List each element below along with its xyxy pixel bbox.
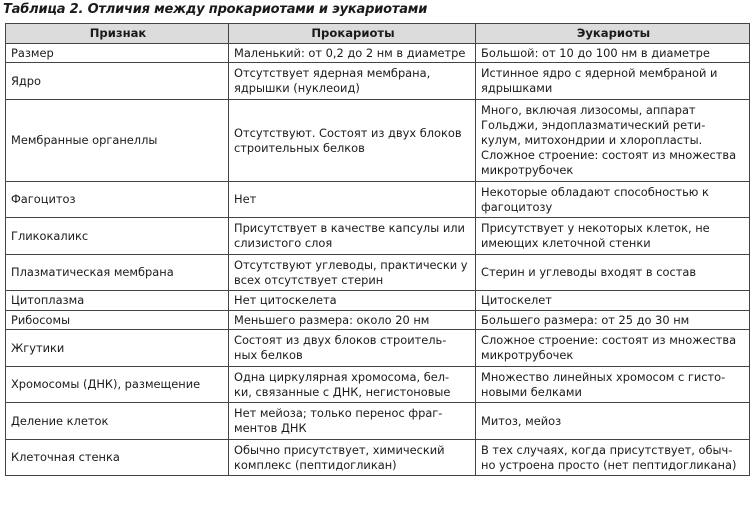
eukaryote-cell: Большего размера: от 25 до 30 нм <box>476 311 750 330</box>
eukaryote-cell: Множество линейных хромосом с гисто- новыми белками <box>476 367 750 403</box>
feature-cell: Цитоплазма <box>6 291 229 311</box>
eukaryote-cell: Много, включая лизосомы, аппарат Гольджи, эндоплазматический рети- кулум, митохондрии и хлоропласты. Сложное строение: состоят из множества микротрубочек <box>476 100 750 182</box>
table-row <box>6 440 750 476</box>
eukaryote-cell: Большой: от 10 до 100 нм в диаметре <box>476 44 750 63</box>
table-caption: Таблица 2. Отличия между прокариотами и эукариотами <box>3 2 428 17</box>
table-row <box>6 311 750 330</box>
eukaryote-cell: Сложное строение: состоят из множества микротрубочек <box>476 330 750 367</box>
eukaryote-cell: Цитоскелет <box>476 291 750 311</box>
prokaryote-cell: Обычно присутствует, химический комплекс (пептидогликан) <box>229 440 476 476</box>
table-row <box>6 330 750 367</box>
prokaryote-cell: Одна циркулярная хромосома, бел- ки, связанные с ДНК, негистоновые <box>229 367 476 403</box>
prokaryote-cell: Отсутствуют углеводы, практически у всех отсутствует стерин <box>229 255 476 291</box>
prokaryote-cell: Нет цитоскелета <box>229 291 476 311</box>
feature-cell: Деление клеток <box>6 403 229 440</box>
table-row <box>6 218 750 255</box>
table-row <box>6 44 750 63</box>
feature-cell: Мембранные органеллы <box>6 100 229 182</box>
feature-cell: Клеточная стенка <box>6 440 229 476</box>
prokaryote-cell: Маленький: от 0,2 до 2 нм в диаметре <box>229 44 476 63</box>
table-row <box>6 182 750 218</box>
prokaryote-cell: Отсутствует ядерная мембрана, ядрышки (нуклеоид) <box>229 63 476 100</box>
header-prokaryotes: Прокариоты <box>229 24 476 44</box>
feature-cell: Размер <box>6 44 229 63</box>
prokaryote-cell: Меньшего размера: около 20 нм <box>229 311 476 330</box>
table-row <box>6 255 750 291</box>
eukaryote-cell: Стерин и углеводы входят в состав <box>476 255 750 291</box>
eukaryote-cell: Истинное ядро с ядерной мембраной и ядрышками <box>476 63 750 100</box>
table-row <box>6 291 750 311</box>
feature-cell: Рибосомы <box>6 311 229 330</box>
prokaryote-cell: Отсутствуют. Состоят из двух блоков строительных белков <box>229 100 476 182</box>
comparison-table <box>5 23 750 476</box>
feature-cell: Хромосомы (ДНК), размещение <box>6 367 229 403</box>
table-row <box>6 100 750 182</box>
header-eukaryotes: Эукариоты <box>476 24 750 44</box>
table-row <box>6 403 750 440</box>
feature-cell: Жгутики <box>6 330 229 367</box>
prokaryote-cell: Состоят из двух блоков строитель- ных белков <box>229 330 476 367</box>
eukaryote-cell: Митоз, мейоз <box>476 403 750 440</box>
header-row <box>6 24 750 44</box>
header-feature: Признак <box>6 24 229 44</box>
table-row <box>6 63 750 100</box>
feature-cell: Плазматическая мембрана <box>6 255 229 291</box>
prokaryote-cell: Нет мейоза; только перенос фраг- ментов ДНК <box>229 403 476 440</box>
eukaryote-cell: Некоторые обладают способностью к фагоцитозу <box>476 182 750 218</box>
prokaryote-cell: Нет <box>229 182 476 218</box>
feature-cell: Фагоцитоз <box>6 182 229 218</box>
eukaryote-cell: В тех случаях, когда присутствует, обыч- но устроена просто (нет пептидогликана) <box>476 440 750 476</box>
table-row <box>6 367 750 403</box>
feature-cell: Ядро <box>6 63 229 100</box>
prokaryote-cell: Присутствует в качестве капсулы или слизистого слоя <box>229 218 476 255</box>
feature-cell: Гликокаликс <box>6 218 229 255</box>
eukaryote-cell: Присутствует у некоторых клеток, не имеющих клеточной стенки <box>476 218 750 255</box>
